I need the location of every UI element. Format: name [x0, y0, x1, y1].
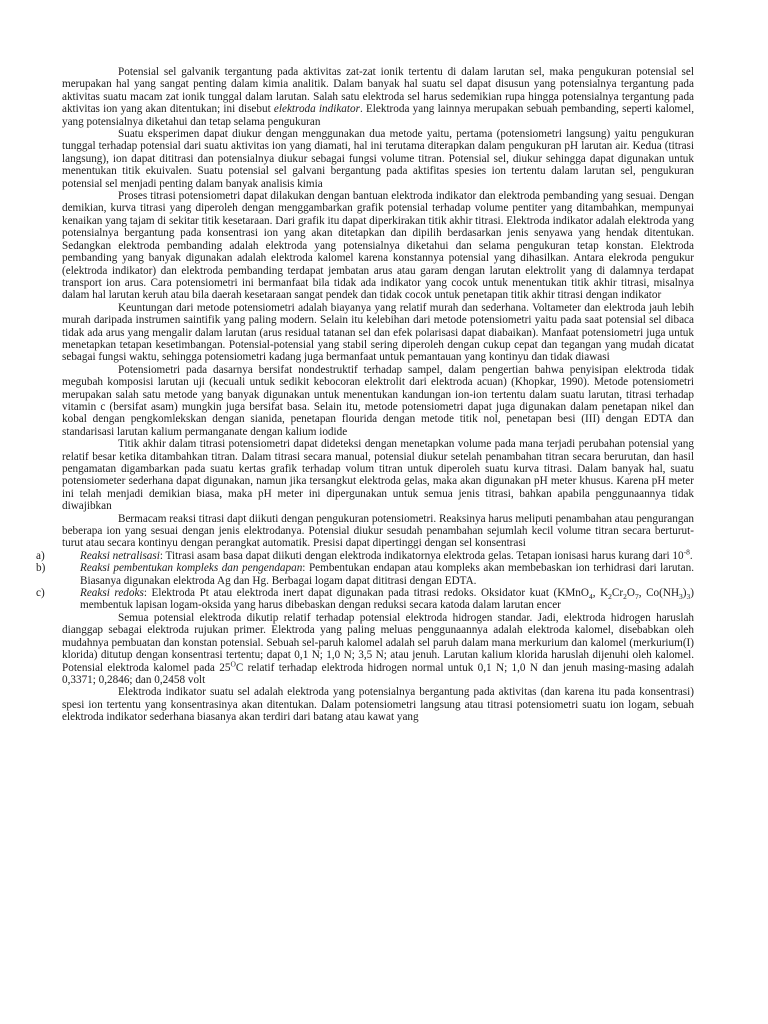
- paragraph-titration-process: Proses titrasi potensiometri dapat dilakukan dengan bantuan elektroda indikator dan elektroda pembanding yang sesuai. Dengan demikian, kurva titrasi yang diperoleh dengan menggambarkan grafik potensial terhadap volume pentiter yang ditambahkan, mempunyai kenaikan yang tajam di sekitar titik kesetaraan. Dari grafik itu dapat diperkirakan titik akhir titrasi. Elektroda indikator adalah elektroda yang potensialnya bergantung pada konsentrasi ion yang akan ditetapkan dan dipilih berdasarkan jenis senyawa yang hendak ditentukan. Sedangkan elektroda pembanding adalah elektroda yang potensialnya diketahui dan selama pengukuran tetap konstan. Elektroda pembanding yang banyak digunakan adalah elektroda kalomel karena konstannya potensial yang dihasilkan. Antara elekroda pengukur (elektroda indikator) dan elektroda pembanding terdapat jembatan arus atau garam dengan larutan elektrolit yang di dalamnya terdapat transport ion arus. Cara potensiometri ini bermanfaat bila tidak ada indikator yang cocok untuk menentukan titik akhir titrasi, misalnya dalam hal larutan keruh atau bila daerah kesetaraan sangat pendek dan tidak cocok untuk penetapan titik akhir titrasi dengan indikator: [62, 190, 694, 302]
- list-marker: a): [36, 549, 45, 562]
- list-item-text: , Co(NH: [638, 587, 680, 600]
- subscript: 3: [679, 592, 683, 602]
- list-item-text: : Elektroda Pt atau elektroda inert dapat digunakan pada titrasi redoks. Oksidator kuat (KMnO: [143, 587, 589, 600]
- superscript: -8: [683, 547, 690, 557]
- subscript: 2: [623, 592, 627, 602]
- paragraph-indicator-electrode: Elektroda indikator suatu sel adalah elektroda yang potensialnya bergantung pada aktivitas (dan karena itu pada konsentrasi) spesi ion tertentu yang konsentrasinya akan ditentukan. Dalam potensiometri langsung atau titrasi potensiometri suatu ion logam, sebuah elektroda indikator sederhana biasanya akan terdiri dari batang atau kawat yang: [62, 686, 694, 724]
- paragraph-text: . Elektroda yang lainnya merupakan sebuah pembanding, seperti kalomel, yang potensialnya diketahui dan tetap selama pengukuran: [62, 103, 694, 128]
- reaction-list: [36, 547, 694, 612]
- list-item-text: , K: [592, 587, 609, 600]
- paragraph-reaction-types: Bermacam reaksi titrasi dapt diikuti dengan pengukuran potensiometri. Reaksinya harus meliputi penambahan atau pengurangan beberapa ion yang sesuai dengan jenis elektrodanya. Potensial diukur sesudah penambahan sejumlah kecil volume titran secara berturut-turut atau secara kontinyu dengan perangkat automatik. Presisi dapat dipertinggi dengan sel konsentrasi: [62, 512, 694, 550]
- paragraph-nondestructive: Potensiometri pada dasarnya bersifat nondestruktif terhadap sampel, dalam pengertian bahwa penyisipan elektroda tidak megubah komposisi larutan uji (kecuali untuk sedikit kebocoran elektrolit dari elektroda acuan) (Khopkar, 1990). Metode potensiometri merupakan salah satu metode yang banyak digunakan untuk menentukan kandungan ion-ion tertentu dalam suatu larutan, titrasi terhadap vitamin c (bersifat asam) mungkin juga bersifat basa. Selain itu, metode potensiometri dapat juga digunakan dalam penetapan nikel dan kobal dengan pengkomlekskan dengan sianida, penetapan flourida dengan metode titik nol, penetapan besi (III) dengan EDTA dan standarisasi larutan kalium permanganate dengan kalium iodide: [62, 363, 694, 438]
- list-marker: b): [36, 562, 46, 575]
- subscript: 7: [634, 592, 639, 602]
- list-item-text: ) membentuk lapisan logam-oksida yang harus dibebaskan dengan reduksi secara katoda dalam larutan encer: [80, 587, 694, 612]
- list-item-neutralization: [36, 547, 694, 562]
- list-item-text: : Pembentukan endapan atau kompleks akan membebaskan ion terhidrasi dari larutan. Biasanya digunakan elektroda Ag dan Hg. Berbagai logam dapat dititrasi dengan EDTA.: [80, 562, 694, 587]
- paragraph-reference-electrodes: [62, 612, 694, 686]
- subscript: 3: [686, 592, 691, 602]
- paragraph-text: Semua potensial elektroda dikutip relatif terhadap potensial elektroda hidrogen standar. Jadi, elektroda hidrogen haruslah dianggap sebagai elektroda rujukan primer. Elektroda yang paling meluas penggunaannya adalah elektroda kalomel, disebabkan oleh mudahnya pembuatan dan konstan potensial. Sebuah sel-paruh kalomel adalah sel paruh dalam mana merkurium dan kalomel (merkurium(I) klorida) ditutup dengan konsentrasi tertentu; dapat 0,1 N; 1,0 N; 3,5 N; atau jenuh. Larutan kalium klorida haruslah dijenuhi oleh kalomel. Potensial elektroda kalomel pada 25: [62, 611, 694, 674]
- subscript: 4: [588, 592, 593, 602]
- list-marker: c): [36, 587, 45, 600]
- list-item-complex-precipitation: [36, 562, 694, 587]
- list-item-text: Cr: [611, 587, 624, 600]
- paragraph-end-point: Titik akhir dalam titrasi potensiometri dapat dideteksi dengan menetapkan volume pada mana terjadi perubahan potensial yang relatif besar ketika ditambahkan titran. Dalam titrasi secara manual, potensial diukur setelah penambahan titran secara berurutan, dan hasil pengamatan digambarkan pada suatu kertas grafik terhadap volum titran untuk diperoleh suatu kurva titrasi. Dalam banyak hal, suatu potensiometer sederhana dapat digunakan, namun jika tersangkut elektroda gelas, maka akan digunakan pH meter khusus. Karena pH meter ini telah menjadi demikian biasa, maka pH meter ini dipergunakan untuk semua jenis titrasi, bahkan apabila penggunaannya tidak diwajibkan: [62, 438, 694, 513]
- list-item-title: Reaksi redoks: [80, 587, 144, 600]
- subscript: 2: [608, 592, 612, 602]
- paragraph-measurement-methods: Suatu eksperimen dapat diukur dengan menggunakan dua metode yaitu, pertama (potensiometri langsung) yaitu pengukuran tunggal terhadap potensial dari suatu aktivitas ion yang diamati, hal ini terutama diterapkan dalam pengukuran pH larutan air. Kedua (titrasi langsung), ion dapat dititrasi dan potensialnya diukur sebagai fungsi volume titran. Potensial sel, diukur sehingga dapat digunakan untuk menentukan titik ekuivalen. Suatu potensial sel galvani bergantung pada aktifitas spesies ion tertentu dalam larutan sel, pengukuran potensial sel menjadi penting dalam banyak analisis kimia: [62, 128, 694, 190]
- paragraph-text: C relatif terhadap elektroda hidrogen normal untuk 0,1 N; 1,0 N dan jenuh masing-masing adalah 0,3371; 0,2846; dan 0,2458 volt: [62, 661, 694, 686]
- document-page: [36, 66, 694, 724]
- paragraph-advantages: Keuntungan dari metode potensiometri adalah biayanya yang relatif murah dan sederhana. Voltameter dan elektroda jauh lebih murah daripada instrumen saintifik yang paling modern. Selain itu kelebihan dari metode potensiometri yaitu pada saat potensial sel dibaca tidak ada arus yang mengalir dalam larutan (arus residual tatanan sel dan efek polarisasi dapat diabaikan). Manfaat potensiometri juga untuk menetapkan tetapan kesetimbangan. Potensial-potensial yang stabil sering diperoleh dengan cukup cepat dan tegangan yang mudah dicatat sebagai fungsi waktu, sehingga potensiometri kadang juga bermanfaat untuk pemantauan yang kontinyu dan tidak diawasi: [62, 301, 694, 364]
- term-elektroda-indikator: elektroda indikator: [273, 103, 360, 116]
- list-item-text: .: [689, 549, 693, 562]
- list-item-text: O: [626, 587, 635, 600]
- paragraph-galvanic-potential: [62, 66, 694, 128]
- list-item-title: Reaksi netralisasi: [80, 549, 160, 562]
- list-item-title: Reaksi pembentukan kompleks dan pengendapan: [80, 562, 303, 575]
- list-item-text: ): [682, 587, 687, 600]
- list-item-text: : Titrasi asam basa dapat diikuti dengan elektroda indikatornya elektroda gelas. Tetapan ionisasi harus kurang dari 10: [159, 549, 684, 562]
- paragraph-text: Potensial sel galvanik tergantung pada aktivitas zat-zat ionik tertentu di dalam larutan sel, maka pengukuran potensial sel merupakan hal yang sangat penting dalam kimia analitik. Dalam banyak hal suatu sel dapat disusun yang potensialnya tergantung pada aktivitas suatu macam zat ionik tunggal dalam larutan. Salah satu elektroda sel harus sedemikian rupa hingga potensialnya tergantung pada aktivitas ion yang akan ditentukan; ini disebut: [62, 66, 694, 116]
- superscript: O: [230, 658, 236, 668]
- list-item-redox: [36, 587, 694, 612]
